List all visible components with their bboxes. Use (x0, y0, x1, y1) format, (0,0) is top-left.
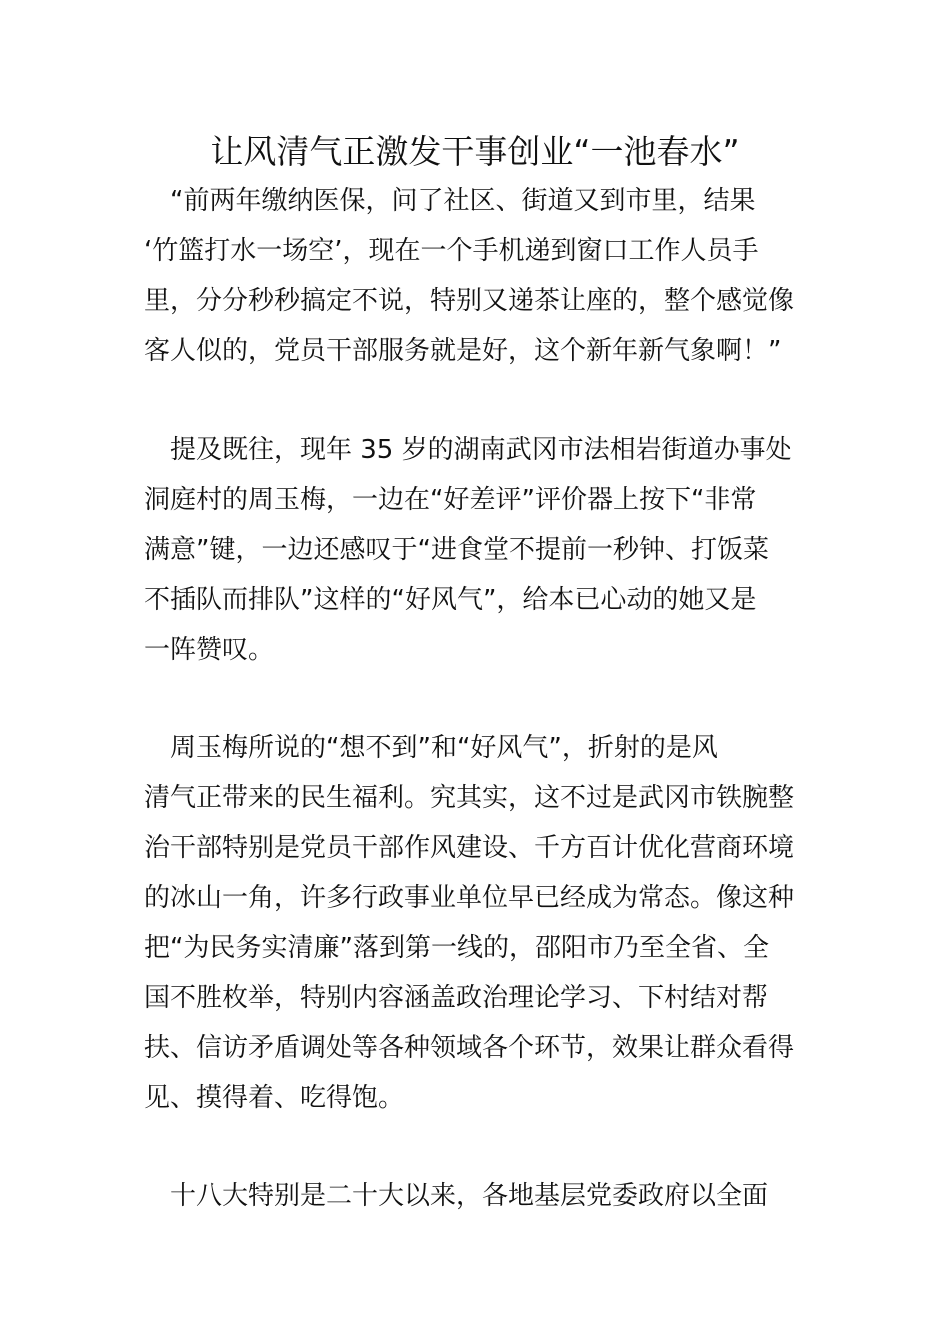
paragraph-2-line-4: 不插队而排队”这样的“好风气”，给本已心动的她又是 (144, 585, 757, 615)
paragraph-2-line-5: 一阵赞叹。 (144, 635, 275, 665)
paragraph-3-line-4: 的冰山一角，许多行政事业单位早已经成为常态。像这种 (144, 883, 795, 913)
paragraph-1-line-4: 客人似的，党员干部服务就是好，这个新年新气象啊！” (144, 336, 782, 366)
paragraph-1-line-1: “前两年缴纳医保，问了社区、街道又到市里，结果 (144, 186, 756, 216)
paragraph-1-line-3: 里，分分秒秒搞定不说，特别又递茶让座的，整个感觉像 (144, 286, 795, 316)
paragraph-3-line-3: 治干部特别是党员干部作风建设、千方百计优化营商环境 (144, 833, 795, 863)
paragraph-3-line-1: 周玉梅所说的“想不到”和“好风气”，折射的是风 (144, 733, 718, 763)
paragraph-4-line-1: 十八大特别是二十大以来，各地基层党委政府以全面 (144, 1181, 769, 1211)
document-title: 让风清气正激发干事创业“一池春水” (210, 132, 740, 171)
paragraph-3-line-7: 扶、信访矛盾调处等各种领域各个环节，效果让群众看得 (144, 1033, 795, 1063)
paragraph-3-line-8: 见、摸得着、吃得饱。 (144, 1083, 405, 1113)
paragraph-1-line-2: ‘竹篮打水一场空’，现在一个手机递到窗口工作人员手 (144, 236, 759, 266)
paragraph-3-line-6: 国不胜枚举，特别内容涵盖政治理论学习、下村结对帮 (144, 983, 769, 1013)
paragraph-3-line-5: 把“为民务实清廉”落到第一线的，邵阳市乃至全省、全 (144, 933, 769, 963)
paragraph-2-line-2: 洞庭村的周玉梅，一边在“好差评”评价器上按下“非常 (144, 485, 757, 515)
paragraph-2-line-3: 满意”键，一边还感叹于“进食堂不提前一秒钟、打饭菜 (144, 535, 769, 565)
paragraph-2-line-1: 提及既往，现年 35 岁的湖南武冈市法相岩街道办事处 (144, 435, 792, 465)
paragraph-3-line-2: 清气正带来的民生福利。究其实，这不过是武冈市铁腕整 (144, 783, 795, 813)
